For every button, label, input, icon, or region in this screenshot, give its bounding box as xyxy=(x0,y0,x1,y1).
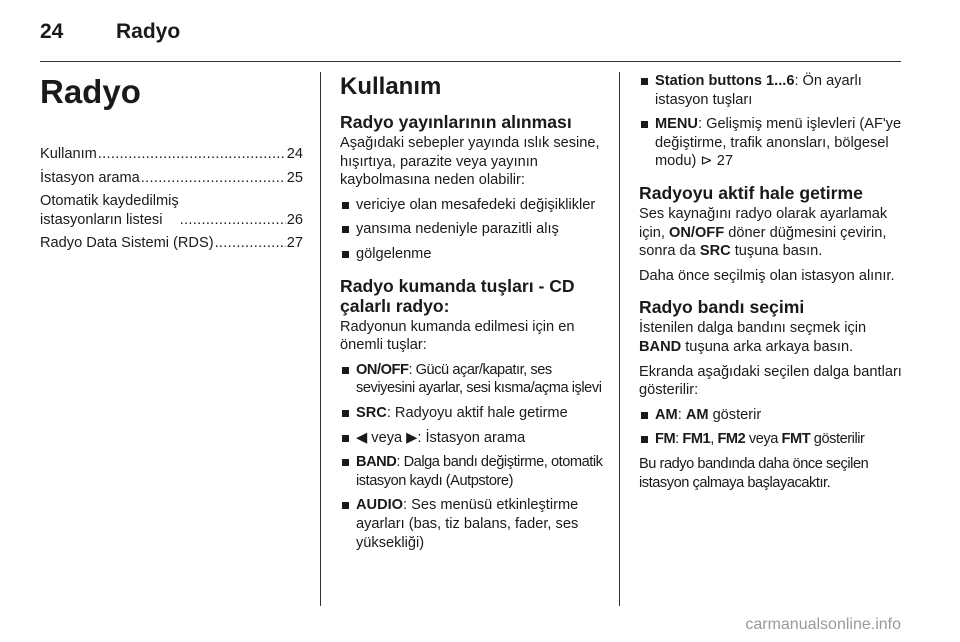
activate-note: Daha önce seçilmiş olan istasyon alınır. xyxy=(639,267,895,284)
controls-heading: Radyo kumanda tuşları - CD çalarlı radyo: xyxy=(340,275,575,316)
buttons-list xyxy=(639,72,903,171)
list-item xyxy=(340,453,604,490)
reception-heading: Radyo yayınlarının alınması xyxy=(340,112,572,132)
toc-entry[interactable] xyxy=(40,234,303,253)
list-item xyxy=(639,406,903,425)
toc-label: Otomatik kaydedilmiş istasyonların listesi xyxy=(40,193,179,228)
list-item xyxy=(340,496,604,552)
key-name: Station buttons 1...6 xyxy=(655,73,795,89)
key-name: AUDIO xyxy=(356,497,404,514)
closing-paragraph: Bu radyo bandında daha önce seçilen istasyon çalmaya başlayacaktır. xyxy=(639,455,869,491)
site-watermark: carmanualsonline.info xyxy=(745,616,901,633)
band-name: FM1 xyxy=(682,431,711,448)
bullet-icon xyxy=(342,435,349,442)
usage-column xyxy=(340,72,604,558)
list-item xyxy=(639,430,903,449)
text-run: : xyxy=(677,406,686,423)
list-item xyxy=(340,245,604,264)
list-item xyxy=(340,361,604,398)
key-description: : Gelişmiş menü işlevleri (AF'ye değiştirme, trafik anonsları, bölgesel modu) ⊳ 27 xyxy=(655,116,902,170)
text-run: tuşuna basın. xyxy=(730,243,823,260)
band-heading: Radyo bandı seçimi xyxy=(639,297,805,318)
activate-heading: Radyoyu aktif hale getirme xyxy=(639,182,863,203)
bullet-icon xyxy=(342,502,349,509)
bullet-icon xyxy=(342,410,349,417)
column-divider-right xyxy=(619,72,620,606)
toc-page-number: 24 xyxy=(286,146,303,162)
list-item-text: yansıma nedeniyle parazitli alış xyxy=(356,221,559,238)
list-item xyxy=(639,72,903,109)
key-name: FM xyxy=(655,431,676,448)
section-title: Kullanım xyxy=(340,73,442,100)
activate-paragraph xyxy=(639,205,903,261)
reception-list xyxy=(340,196,604,264)
band-name: AM xyxy=(685,406,709,423)
key-name: BAND xyxy=(356,454,397,471)
key-description: : Radyoyu aktif hale getirme xyxy=(386,404,568,421)
text-run: döner düğmesini çevirin, sonra da xyxy=(639,224,887,260)
key-description: ◀ veya ▶: İstasyon arama xyxy=(356,429,526,446)
bullet-icon xyxy=(641,436,648,443)
list-item xyxy=(340,404,604,423)
list-item xyxy=(340,196,604,215)
controls-list xyxy=(340,361,604,552)
toc-column xyxy=(40,72,303,258)
toc-label: İstasyon arama xyxy=(40,169,140,186)
toc-leader xyxy=(98,145,286,164)
band-name: FMT xyxy=(781,431,811,448)
key-name: BAND xyxy=(639,338,682,355)
toc-page-number: 25 xyxy=(286,169,303,186)
key-name: SRC xyxy=(356,404,387,421)
key-name: SRC xyxy=(699,243,731,260)
radio-column xyxy=(639,72,903,498)
page-number: 24 xyxy=(40,20,64,43)
text-run: , xyxy=(710,431,718,448)
band-paragraph xyxy=(639,319,903,356)
chapter-title: Radyo xyxy=(40,73,141,110)
list-item xyxy=(340,429,604,448)
bullet-icon xyxy=(342,367,349,374)
key-description: : Ses menüsü etkinleştirme ayarları (bas, tiz balans, fader, ses yüksekliği) xyxy=(356,497,579,551)
band-list xyxy=(639,406,903,449)
column-divider-left xyxy=(320,72,321,606)
band-name: FM2 xyxy=(717,431,746,448)
bullet-icon xyxy=(342,459,349,466)
toc-leader xyxy=(141,169,286,188)
text-run: : xyxy=(675,431,683,448)
bullet-icon xyxy=(641,121,648,128)
text-run: gösterilir xyxy=(810,431,865,448)
controls-intro: Radyonun kumanda edilmesi için en önemli tuşlar: xyxy=(340,318,575,354)
text-run: veya xyxy=(745,431,782,448)
reception-intro: Aşağıdaki sebepler yayında ıslık sesine, hışırtıya, parazite veya yayının kaybolmasına neden olabilir: xyxy=(340,135,600,189)
key-name: AM xyxy=(655,406,678,423)
key-name: ON/OFF xyxy=(356,361,409,378)
toc-entry[interactable] xyxy=(40,192,303,229)
toc-entry[interactable] xyxy=(40,169,303,188)
list-item xyxy=(340,220,604,239)
toc-leader xyxy=(180,211,286,230)
key-description: : Gücü açar/kapatır, ses seviyesini ayarlar, sesi kısma/açma işlevi xyxy=(356,361,602,397)
toc-page-number: 26 xyxy=(286,211,303,228)
toc-leader xyxy=(215,234,286,253)
band-display-intro: Ekranda aşağıdaki seçilen dalga bantları gösterilir: xyxy=(639,363,902,399)
toc-entry[interactable] xyxy=(40,145,303,164)
running-section-title: Radyo xyxy=(116,20,181,43)
bullet-icon xyxy=(342,226,349,233)
text-run: Ses kaynağını radyo olarak ayarlamak için, xyxy=(639,205,888,241)
bullet-icon xyxy=(641,412,648,419)
list-item xyxy=(639,115,903,171)
key-description: : Dalga bandı değiştirme, otomatik istasyon kaydı (Autpstore) xyxy=(356,454,603,489)
key-name: ON/OFF xyxy=(669,224,725,241)
key-name: MENU xyxy=(655,116,698,133)
header-rule xyxy=(40,61,901,62)
text-run: tuşuna arka arkaya basın. xyxy=(681,338,854,355)
list-item-text: gölgelenme xyxy=(356,245,432,262)
bullet-icon xyxy=(342,202,349,209)
toc-label: Radyo Data Sistemi (RDS) xyxy=(40,235,214,252)
text-run: İstenilen dalga bandını seçmek için xyxy=(639,320,867,337)
toc-page-number: 27 xyxy=(286,235,303,252)
list-item-text: vericiye olan mesafedeki değişiklikler xyxy=(356,196,596,213)
text-run: gösterir xyxy=(708,406,762,423)
bullet-icon xyxy=(342,251,349,258)
key-description: : Ön ayarlı istasyon tuşları xyxy=(655,73,862,108)
bullet-icon xyxy=(641,78,648,85)
toc-label: Kullanım xyxy=(40,146,97,162)
